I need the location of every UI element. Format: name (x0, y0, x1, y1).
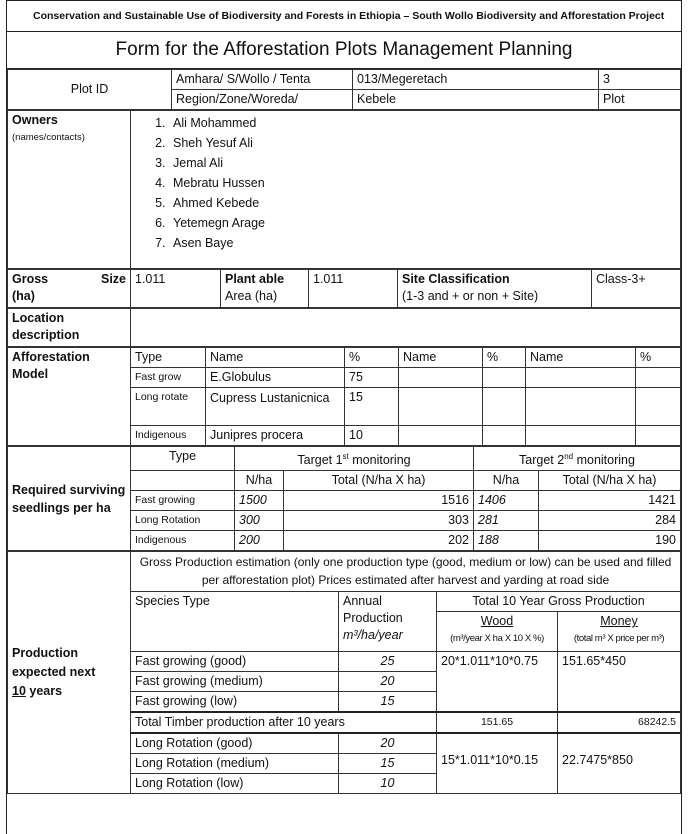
owners-table (7, 110, 681, 269)
model-h-type: Type (131, 348, 206, 368)
size-table (7, 269, 681, 308)
production-label-c-wrap (12, 682, 126, 701)
seedlings-t1: 303 (284, 511, 474, 531)
seedlings-h-target1: Target 1st monitoring (235, 447, 474, 471)
gross-size-value: 1.011 (131, 270, 221, 308)
production-h-annual-unit: m³/ha/year (343, 628, 403, 643)
production-species: Long Rotation (low) (131, 774, 339, 794)
owners-list (135, 113, 676, 253)
seedlings-type: Fast growing (131, 491, 235, 511)
seedlings-n2: 1406 (474, 491, 539, 511)
seedlings-t1: 1516 (284, 491, 474, 511)
production-long-wood: 15*1.011*10*0.15 (437, 733, 558, 794)
production-timber-money: 68242.5 (558, 712, 681, 733)
seedlings-t2: 1421 (539, 491, 681, 511)
model-name: Junipres procera (206, 426, 345, 446)
location-label: Location description (8, 309, 131, 347)
production-annual: 15 (339, 692, 437, 713)
production-fast-money: 151.65*450 (558, 652, 681, 713)
production-h-wood-sub: (m³/year X ha X 10 X %) (450, 633, 544, 645)
production-long-money: 22.7475*850 (558, 733, 681, 794)
model-h-pct-3: % (636, 348, 681, 368)
project-banner: Conservation and Sustainable Use of Biodiversity and Forests in Ethiopia – South Wollo Biodiversity and Afforestation Project (7, 0, 681, 32)
production-species: Long Rotation (good) (131, 733, 339, 754)
seedlings-n1: 200 (235, 531, 284, 551)
seedlings-type: Indigenous (131, 531, 235, 551)
production-h-wood: Wood (480, 614, 514, 629)
production-timber-label: Total Timber production after 10 years (131, 712, 437, 733)
plantable-label: Plant able (225, 272, 285, 286)
production-annual: 15 (339, 754, 437, 774)
owner-item: 6. Yetemegn Arage (169, 213, 676, 233)
seedlings-label: Required surviving seedlings per ha (8, 447, 131, 551)
owner-item: 2. Sheh Yesuf Ali (169, 133, 676, 153)
plot-id-table (7, 69, 681, 110)
form-title: Form for the Afforestation Plots Management Planning (7, 32, 681, 69)
owner-item: 1. Ali Mohammed (169, 113, 676, 133)
production-h-wood-cell (437, 612, 558, 652)
production-timber-wood: 151.65 (437, 712, 558, 733)
site-label-cell (398, 270, 592, 308)
production-h-annual: Annual Production (343, 594, 403, 626)
plantable-label-cell (221, 270, 309, 308)
seedlings-n2: 281 (474, 511, 539, 531)
model-pct: 75 (345, 368, 399, 388)
production-h-species: Species Type (131, 592, 339, 652)
plot-value: 3 (599, 70, 681, 90)
production-annual: 10 (339, 774, 437, 794)
owners-list-cell (131, 111, 681, 269)
seedlings-n1: 300 (235, 511, 284, 531)
owner-item: 7. Asen Baye (169, 233, 676, 253)
production-species: Fast growing (low) (131, 692, 339, 713)
model-h-pct-2: % (483, 348, 526, 368)
site-value: Class-3+ (592, 270, 681, 308)
site-sub: (1-3 and + or non + Site) (402, 289, 539, 303)
model-pct: 15 (345, 388, 399, 426)
seedlings-n2: 188 (474, 531, 539, 551)
production-label-a: Production (12, 646, 78, 661)
plantable-value: 1.011 (309, 270, 398, 308)
site-label: Site Classification (402, 272, 510, 286)
owners-label-cell (8, 111, 131, 269)
owner-item: 3. Jemal Ali (169, 153, 676, 173)
owners-label: Owners (12, 113, 58, 127)
production-label-c: 10 (12, 684, 26, 699)
production-species: Long Rotation (medium) (131, 754, 339, 774)
production-note: Gross Production estimation (only one production type (good, medium or low) can be used and filled per afforestation plot) Prices estimated after harvest and yarding at road side (131, 552, 681, 592)
location-table (7, 308, 681, 347)
model-type: Indigenous (131, 426, 206, 446)
production-h-annual-cell (339, 592, 437, 652)
production-label-cell (8, 552, 131, 794)
production-h-money-cell (558, 612, 681, 652)
production-species: Fast growing (good) (131, 652, 339, 672)
production-label-b: expected next (12, 665, 96, 680)
plot-id-label: Plot ID (8, 70, 172, 110)
model-name: E.Globulus (206, 368, 345, 388)
seedlings-h-type: Type (131, 447, 235, 471)
region-label: Region/Zone/Woreda/ (172, 90, 353, 110)
production-species: Fast growing (medium) (131, 672, 339, 692)
model-h-name: Name (206, 348, 345, 368)
model-h-name-3: Name (526, 348, 636, 368)
seedlings-h-nha-2: N/ha (474, 471, 539, 491)
size-word: Size (100, 272, 126, 286)
model-name: Cupress Lustanicnica (206, 388, 345, 426)
owners-sublabel: (names/contacts) (12, 132, 85, 143)
production-annual: 25 (339, 652, 437, 672)
model-h-name-2: Name (399, 348, 483, 368)
gross-size-label (8, 270, 131, 308)
seedlings-table (7, 446, 681, 551)
model-table (7, 347, 681, 446)
seedlings-h-total-1: Total (N/ha X ha) (284, 471, 474, 491)
model-type: Fast grow (131, 368, 206, 388)
model-h-pct: % (345, 348, 399, 368)
owner-item: 4. Mebratu Hussen (169, 173, 676, 193)
owner-item: 5. Ahmed Kebede (169, 193, 676, 213)
kebele-value: 013/Megeretach (353, 70, 599, 90)
seedlings-h-target2: Target 2nd monitoring (474, 447, 681, 471)
plantable-sub: Area (ha) (225, 289, 278, 303)
region-value: Amhara/ S/Wollo / Tenta (172, 70, 353, 90)
production-annual: 20 (339, 733, 437, 754)
production-annual: 20 (339, 672, 437, 692)
ha-word: (ha) (12, 289, 35, 303)
seedlings-t2: 284 (539, 511, 681, 531)
seedlings-t1: 202 (284, 531, 474, 551)
model-type: Long rotate (131, 388, 206, 426)
kebele-label: Kebele (353, 90, 599, 110)
model-pct: 10 (345, 426, 399, 446)
production-table (7, 551, 681, 794)
seedlings-n1: 1500 (235, 491, 284, 511)
model-label: Afforestation Model (8, 348, 131, 446)
location-value (131, 309, 681, 347)
form-page (6, 0, 682, 834)
production-h-money-sub: (total m³ X price per m³) (573, 633, 665, 645)
production-fast-wood: 20*1.011*10*0.75 (437, 652, 558, 713)
seedlings-type: Long Rotation (131, 511, 235, 531)
production-label-d: years (25, 684, 63, 699)
seedlings-h-total-2: Total (N/ha X ha) (539, 471, 681, 491)
gross-word: Gross (12, 272, 49, 286)
plot-label: Plot (599, 90, 681, 110)
production-h-money: Money (600, 614, 638, 629)
seedlings-h-nha-1: N/ha (235, 471, 284, 491)
production-h-total10: Total 10 Year Gross Production (437, 592, 681, 612)
seedlings-t2: 190 (539, 531, 681, 551)
